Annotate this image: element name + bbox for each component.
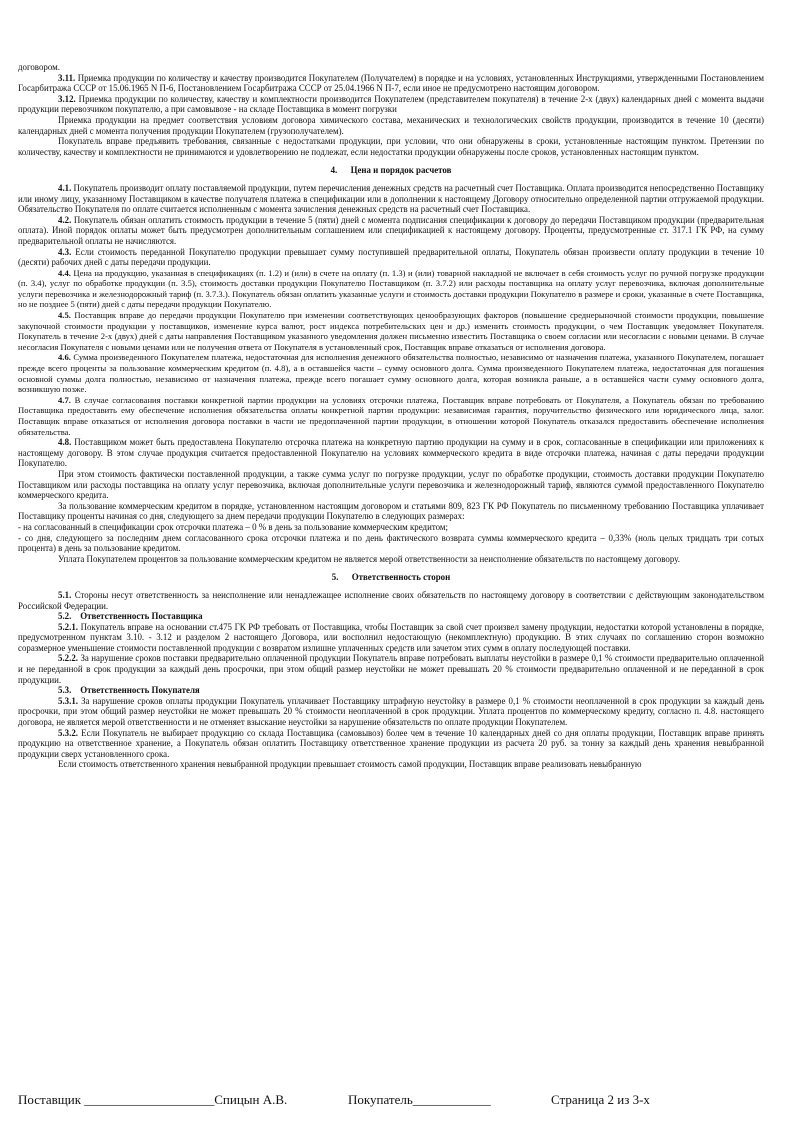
page-footer (18, 1092, 764, 1112)
clause-5-3-2 (18, 728, 764, 760)
clause-5-2-2 (18, 653, 764, 685)
clause-text: Если стоимость переданной Покупателю продукции превышает сумму поступившей предварительной оплаты, Покупатель обязан произвести оплату продукции в течение 10 (десяти) рабочих дней с даты передачи продукции. (18, 246, 764, 268)
clause-number: 4.6. (58, 352, 71, 363)
section-heading-4: 4. Цена и порядок расчетов (330, 165, 452, 176)
clause-5-2-1 (18, 622, 764, 654)
clause-text: Сумма произведенного Покупателем платежа, недостаточная для исполнения денежного обязательства полностью, независимо от назначения платежа, указанного Покупателем, погашает прежде всего проценты за пользование коммерческим кредитом (п. 4.8), а в оставшейся части – сумму основного долга. Сумма произведенного Покупателем платежа, недостаточная для погашения основной суммы долга полностью, независимо от назначения платежа, прежде всего погашает сумму основного долга, которая возникла раньше, а в оставшейся части сумму основного долга, возникшую позже. (18, 352, 764, 395)
clause-number: 4.3. (58, 246, 72, 257)
clause-number: 4.1. (58, 182, 72, 193)
paragraph: Приемка продукции на предмет соответствия условиям договора химического состава, механических и технологических свойств продукции, производится в течение 10 (десяти) календарных дней с момента получения продукции Покупателем (грузополучателем). (18, 114, 764, 136)
paragraph-continuation: договором. (18, 62, 60, 72)
document-body (18, 62, 764, 770)
clause-number: 5.1. (58, 589, 72, 600)
section-heading-5: 5. Ответственность сторон (331, 572, 451, 583)
clause-text: Поставщик вправе до передачи продукции Покупателю при изменении соответствующих ценообразующих факторов (повышение среднерыночной стоимости продукции, повышение закупочной стоимости продукции у поставщиков, изменение курса валют, рост индекса потребительских цен и др.) изменить стоимость продукции, о чем Поставщик уведомляет Покупателя. Покупатель в течение 2-х (двух) дней с даты направления Поставщиком указанного уведомления должен письменно известить Поставщика о своем согласии или несогласии с новыми ценами. В случае несогласия Покупателя с новыми ценами или не получения ответа от Покупателя в установленный срок, Поставщик вправе отказаться от исполнения договора. (18, 310, 764, 352)
list-item: - на согласованный в спецификации срок отсрочки платежа – 0 % в день за пользование коммерческим кредитом; (18, 521, 448, 532)
clause-number: 5.2.1. (58, 621, 78, 632)
paragraph: За пользование коммерческим кредитом в порядке, установленном настоящим договором и статьями 809, 823 ГК РФ Покупатель по письменному требованию Поставщика уплачивает Поставщику проценты начиная со дня, следующего за днем передачи продукции Покупателю в следующих размерах: (18, 500, 764, 522)
clause-4-6 (18, 352, 764, 394)
clause-text: Поставщиком может быть предоставлена Покупателю отсрочка платежа на конкретную партию продукции на сумму и в срок, согласованные в спецификации или приложениях к настоящему договору. В этом случае продукция считается предоставленной Покупателю на условиях коммерческого кредита в виде отсрочки платежа, начиная с даты передачи продукции Покупателю. (18, 437, 764, 469)
supplier-signature-line: Поставщик ____________________Спицын А.В. (18, 1092, 288, 1107)
clause-4-5 (18, 310, 764, 352)
clause-number: 5.3.2. (58, 727, 78, 738)
clause-text: За нарушение сроков поставки предварительно оплаченной продукции Покупатель вправе потребовать выплаты неустойки в размере 0,1 % стоимости предварительно оплаченной и не переданной в срок продукции за каждый день просрочки, при этом общий размер неустойки не может превышать 20 % стоимости предварительно оплаченной и не переданной в срок продукции. (18, 653, 765, 685)
clause-number: 4.4. (58, 267, 71, 278)
clause-number: 3.12. (58, 93, 76, 104)
paragraph: При этом стоимость фактически поставленной продукции, а также сумма услуг по погрузке продукции, услуг по обработке продукции, стоимость доставки продукции Покупателю Поставщиком или расходы поставщика на оплату услуг перевозчика, включая дополнительные услуги перевозчика и железнодорожный тариф, являются суммой предоставленного Покупателю коммерческого кредита. (18, 468, 764, 501)
clause-number: 3.11. (58, 72, 76, 83)
clause-text: Покупатель производит оплату поставляемой продукции, путем перечисления денежных средств на расчетный счет Поставщика. Оплата производится непосредственно Поставщику или иному лицу, указанному Поставщиком в качестве получателя платежа в спецификации или в дополнении к настоящему Договору относительно определенной партии отгружаемой продукции. Обязательство Покупателя по оплате считается исполненным с момента зачисления денежных средств на расчетный счет Поставщика. (18, 182, 765, 215)
clause-text: В случае согласования поставки конкретной партии продукции на условиях отсрочки платежа, Поставщик вправе потребовать от Покупателя, а Покупатель обязан по требованию Поставщика предоставить ему обеспечение исполнения обязательства оплаты конкретной партии продукции: независимая гарантия, поручительство физического или юридического лица, залог. Поставщик вправе отказаться от исполнения договора поставки в части не предоплаченной партии продукции, в отношении которой Покупатель отказался предоставить обеспечение исполнения обязательства. (18, 394, 764, 437)
clause-number: 4.7. (58, 394, 71, 405)
clause-4-7 (18, 395, 764, 437)
clause-3-11 (18, 73, 764, 94)
list-item: - со дня, следующего за последним днем согласованного срока отсрочки платежа и по день фактического возврата суммы коммерческого кредита – 0,33% (ноль целых тридцать три сотых процента) в день за пользование кредитом. (18, 532, 764, 554)
clause-text: Приемка продукции по количеству и качеству производится Покупателем (Получателем) в порядке и на условиях, установленных Инструкциями, утвержденными Постановлением Госарбитража СССР от 15.06.1965 N П-6, Постановлением Госарбитража СССР от 25.04.1966 N П-7, если иное не предусмотрено настоящим договором. (18, 72, 764, 94)
clause-text: Приемка продукции по количеству, качеству и комплектности производится Покупателем (представителем покупателя) в течение 2-х (двух) календарных дней с момента выдачи продукции перевозчиком покупателю, а при самовывозе - на складе Поставщика в момент погрузки (18, 93, 764, 115)
paragraph: Покупатель вправе предъявить требования, связанные с недостатками продукции, при условии, что они обнаружены в сроки, установленные настоящим пунктом. Претензии по количеству, качеству и комплектности не принимаются и удовлетворению не подлежат, если недостатки продукции обнаружены после сроков, установленных настоящим пунктом. (18, 136, 764, 157)
clause-number: 5.2.2. (58, 653, 78, 664)
buyer-signature-line: Покупатель____________ (348, 1092, 491, 1107)
clause-4-1 (18, 183, 764, 215)
subsection-heading-5-3: 5.3. Ответственность Покупателя (58, 685, 200, 696)
clause-4-4 (18, 268, 764, 310)
clause-5-1 (18, 590, 764, 611)
clause-3-12 (18, 94, 764, 115)
clause-number: 5.3.1. (58, 695, 78, 706)
clause-4-3 (18, 247, 764, 268)
paragraph: Если стоимость ответственного хранения невыбранной продукции превышает стоимость самой продукции, Поставщик вправе реализовать невыбранную (58, 759, 642, 770)
clause-text: За нарушение сроков оплаты продукции Покупатель уплачивает Поставщику штрафную неустойку в размере 0,1 % стоимости неоплаченной в срок продукции за каждый день просрочки, при этом общий размер неустойки не может превышать 20 % стоимости неоплаченной в срок продукции. Уплата процентов по коммерческому кредиту, согласно п. 4.8. настоящего договора, не является мерой ответственности и не отменяет взыскание неустойки за нарушение обязательств по оплате продукции Покупателем. (18, 695, 764, 728)
clause-5-3-1 (18, 696, 764, 728)
clause-number: 4.8. (58, 437, 72, 448)
clause-text: Покупатель вправе на основании ст.475 ГК РФ требовать от Поставщика, чтобы Поставщик за свой счет произвел замену продукции, недостатки которой установлены в порядке, предусмотренном пунктам 3.10. - 3.12 и разделом 2 настоящего Договора, или восполнил недостающую (некомплектную) продукцию. В этих случаях по соглашению сторон возможно соразмерное уменьшение стоимости поставленной продукции с возвратом излишне уплаченных средств или зачетом этих сумм в оплату последующей поставки. (18, 621, 765, 653)
clause-4-8 (18, 437, 764, 469)
clause-text: Цена на продукцию, указанная в спецификациях (п. 1.2) и (или) в счете на оплату (п. 1.3) и (или) товарной накладной не включает в себя стоимость услуг по ручной погрузке продукции (п. 3.4), услуг по обработке продукции (п. 3.5), стоимость доставки продукции Покупателю Поставщиком (п. 3.7.2) или расходы поставщика на оплату услуг перевозчика, включая дополнительные услуги перевозчика и железнодорожный тариф (п. 3.7.3.). Покупатель обязан оплатить указанные услуги и стоимость доставки продукции Покупателю в размере и сроки, указанные в счете Поставщика, но не позднее 5 (пяти) дней с даты передачи продукции Покупателю. (18, 267, 764, 310)
clause-text: Покупатель обязан оплатить стоимость продукции в течение 5 (пяти) дней с момента подписания спецификации к договору до передачи Поставщиком продукции (предварительная оплата). Иной порядок оплаты может быть предусмотрен дополнительным соглашением или спецификацией к настоящему договору. Проценты, предусмотренные ст. 317.1 ГК РФ, на сумму предварительной оплаты не начисляются. (18, 214, 764, 246)
clause-text: Стороны несут ответственность за неисполнение или ненадлежащее исполнение своих обязательств по настоящему договору в соответствии с действующим законодательством Российской Федерации. (18, 589, 764, 611)
page-number: Страница 2 из 3-х (551, 1092, 650, 1107)
clause-number: 4.2. (58, 214, 72, 225)
clause-4-2 (18, 215, 764, 247)
clause-text: Если Покупатель не выбирает продукцию со склада Поставщика (самовывоз) более чем в течение 10 календарных дней со дня оплаты продукции, Поставщик вправе принять продукцию на ответственное хранение, а Покупатель обязан оплатить Поставщику ответственное хранение продукции из расчета 20 руб. за тонну за каждый день хранения невыбранной продукции сверх установленного срока. (18, 727, 764, 759)
paragraph: Уплата Покупателем процентов за пользование коммерческим кредитом не является мерой ответственности за неисполнение обязательств по настоящему договору. (58, 553, 680, 564)
subsection-heading-5-2: 5.2. Ответственность Поставщика (58, 611, 203, 622)
clause-number: 4.5. (58, 310, 71, 321)
